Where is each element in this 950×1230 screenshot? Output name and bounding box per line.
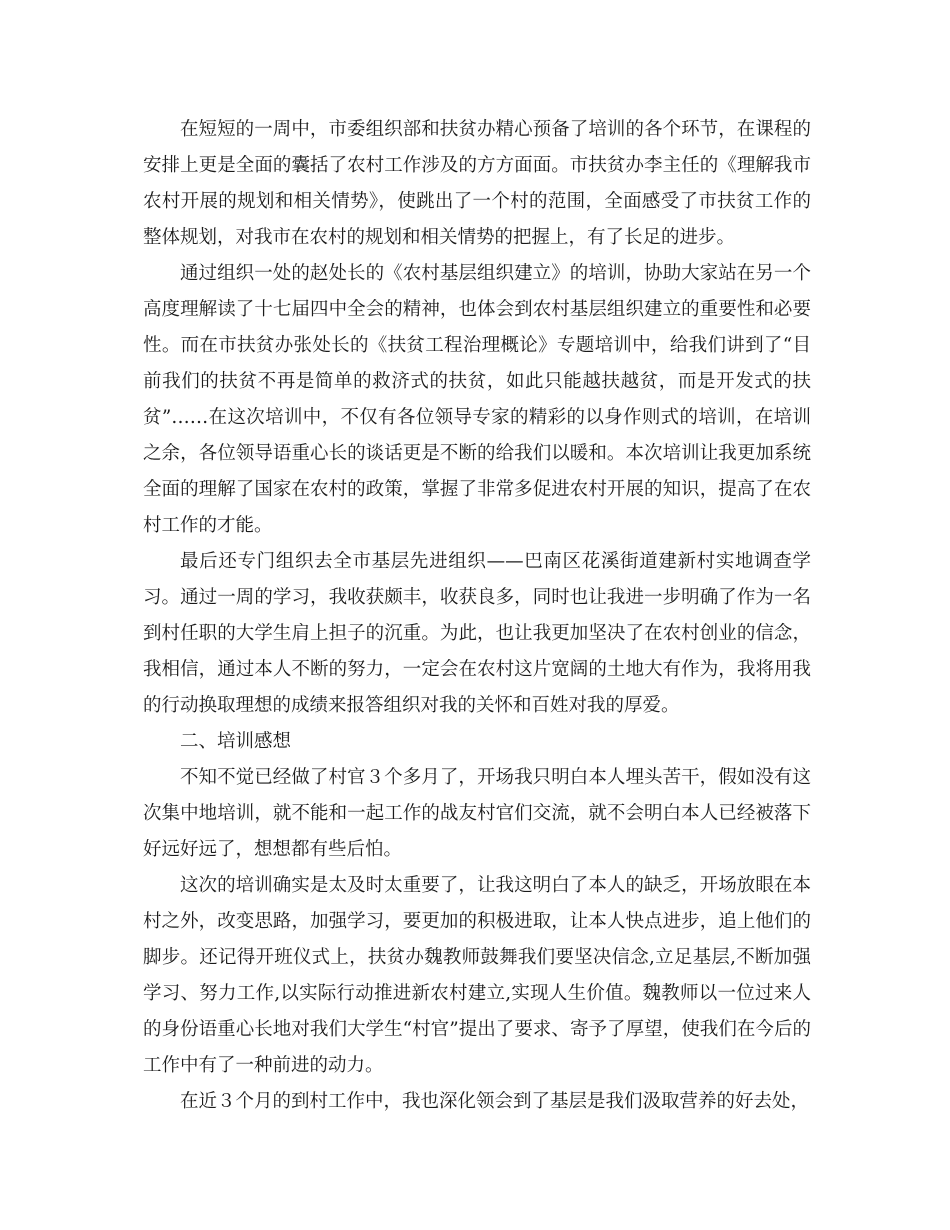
paragraph-training-importance: 这次的培训确实是太及时太重要了，让我这明白了本人的缺乏，开场放眼在本村之外，改变思路，加强学习，要更加的积极进取，让本人快点进步，追上他们的脚步。还记得开班仪式上，扶贫办魏教师鼓舞我们要坚决信念,立足基层,不断加强学习、努力工作,以实际行动推进新农村建立,实现人生价值。魏教师以一位过来人的身份语重心长地对我们大学生“村官”提出了要求、寄予了厚望，使我们在今后的工作中有了一种前进的动力。 <box>143 875 811 1076</box>
document-body <box>143 112 811 1120</box>
paragraph-field-study: 最后还专门组织去全市基层先进组织——巴南区花溪街道建新村实地调查学习。通过一周的学习，我收获颇丰，收获良多，同时也让我进一步明确了作为一名到村任职的大学生肩上担子的沉重。为此，也让我更加坚决了在农村创业的信念，我相信，通过本人不断的努力，一定会在农村这片宽阔的土地大有作为，我将用我的行动换取理想的成绩来报答组织对我的关怀和百姓对我的厚爱。 <box>143 551 811 716</box>
paragraph-village-official-reflection: 不知不觉已经做了村官３个多月了，开场我只明白本人埋头苦干，假如没有这次集中地培训，就不能和一起工作的战友村官们交流，就不会明白本人已经被落下好远好远了，想想都有些后怕。 <box>143 767 811 860</box>
paragraph-training-arrangement: 在短短的一周中，市委组织部和扶贫办精心预备了培训的各个环节，在课程的安排上更是全面的囊括了农村工作涉及的方方面面。市扶贫办李主任的《理解我市农村开展的规划和相关情势》，使跳出了一个村的范围，全面感受了市扶贫工作的整体规划，对我市在农村的规划和相关情势的把握上，有了长足的进步。 <box>143 119 811 248</box>
paragraph-village-work: 在近３个月的到村工作中，我也深化领会到了基层是我们汲取营养的好去处， <box>180 1091 810 1112</box>
paragraph-grassroots-training: 通过组织一处的赵处长的《农村基层组织建立》的培训，协助大家站在另一个高度理解读了十七届四中全会的精神，也体会到农村基层组织建立的重要性和必要性。而在市扶贫办张处长的《扶贫工程治理概论》专题培训中，给我们讲到了“目前我们的扶贫不再是简单的救济式的扶贫，如此只能越扶越贫，而是开发式的扶贫”……在这次培训中，不仅有各位领导专家的精彩的以身作则式的培训，在培训之余，各位领导语重心长的谈话更是不断的给我们以暖和。本次培训让我更加系统全面的理解了国家在农村的政策，掌握了非常多促进农村开展的知识，提高了在农村工作的才能。 <box>143 263 811 536</box>
section-heading-training-thoughts: 二、培训感想 <box>180 731 292 752</box>
